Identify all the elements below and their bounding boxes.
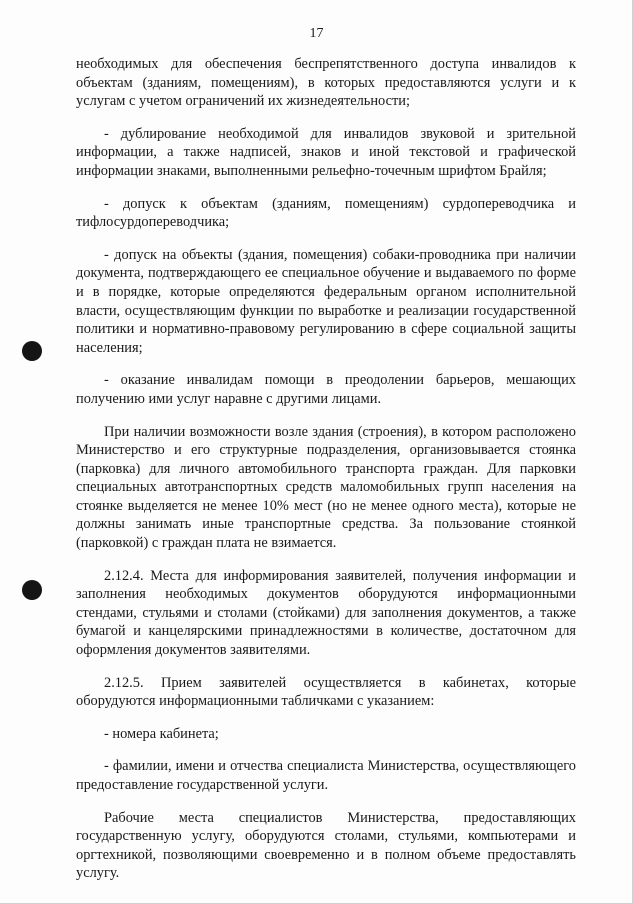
paragraph: 2.12.4. Места для информирования заявителей, получения информации и заполнения необходимых документов оборудуются информационными стендами, стульями и столами (стойками) для заполнения документов, а также бумагой и канцелярскими принадлежностями в количестве, достаточном для оформления документов заявителями. xyxy=(76,567,576,659)
paragraph: Рабочие места специалистов Министерства, предоставляющих государственную услугу, оборудуются столами, стульями, компьютерами и оргтехникой, позволяющими своевременно и в полном объеме предоставлять услугу. xyxy=(76,809,576,882)
paragraph: - дублирование необходимой для инвалидов звуковой и зрительной информации, а также надписей, знаков и иной текстовой и графической информации знаками, выполненными рельефно-точечным шрифтом Брайля; xyxy=(76,125,576,179)
paragraph: При наличии возможности возле здания (строения), в котором расположено Министерство и его структурные подразделения, организовывается стоянка (парковка) для личного автомобильного транспорта граждан. Для парковки специальных автотранспортных средств маломобильных групп населения на стоянке выделяется не менее 10% мест (но не менее одного места), которые не должны занимать иные транспортные средства. За пользование стоянкой (парковкой) с граждан плата не взимается. xyxy=(76,423,576,552)
paragraph: необходимых для обеспечения беспрепятственного доступа инвалидов к объектам (зданиям, помещениям), в которых предоставляются услуги и к услугам с учетом ограничений их жизнедеятельности; xyxy=(76,56,576,110)
paragraph: 2.12.5. Прием заявителей осуществляется в кабинетах, которые оборудуются информационными табличками с указанием: xyxy=(76,674,576,710)
paragraph: - оказание инвалидам помощи в преодолении барьеров, мешающих получению ими услуг наравне с другими лицами. xyxy=(76,372,576,407)
punch-hole-bottom xyxy=(22,580,42,600)
punch-hole-top xyxy=(22,341,42,361)
page-number: 17 xyxy=(309,26,324,41)
paragraph: - фамилии, имени и отчества специалиста Министерства, осуществляющего предоставление государственной услуги. xyxy=(76,758,576,793)
paragraph: - номера кабинета; xyxy=(104,725,219,742)
paragraph: - допуск на объекты (здания, помещения) собаки-проводника при наличии документа, подтверждающего ее специальное обучение и выдаваемого по форме и в порядке, которые определяются федеральным органом исполнительной власти, осуществляющим функции по выработке и реализации государственной политики и нормативно-правовому регулированию в сфере социальной защиты населения; xyxy=(76,246,576,356)
page-body xyxy=(76,55,576,897)
paragraph: - допуск к объектам (зданиям, помещениям) сурдопереводчика и тифлосурдопереводчика; xyxy=(76,195,576,231)
